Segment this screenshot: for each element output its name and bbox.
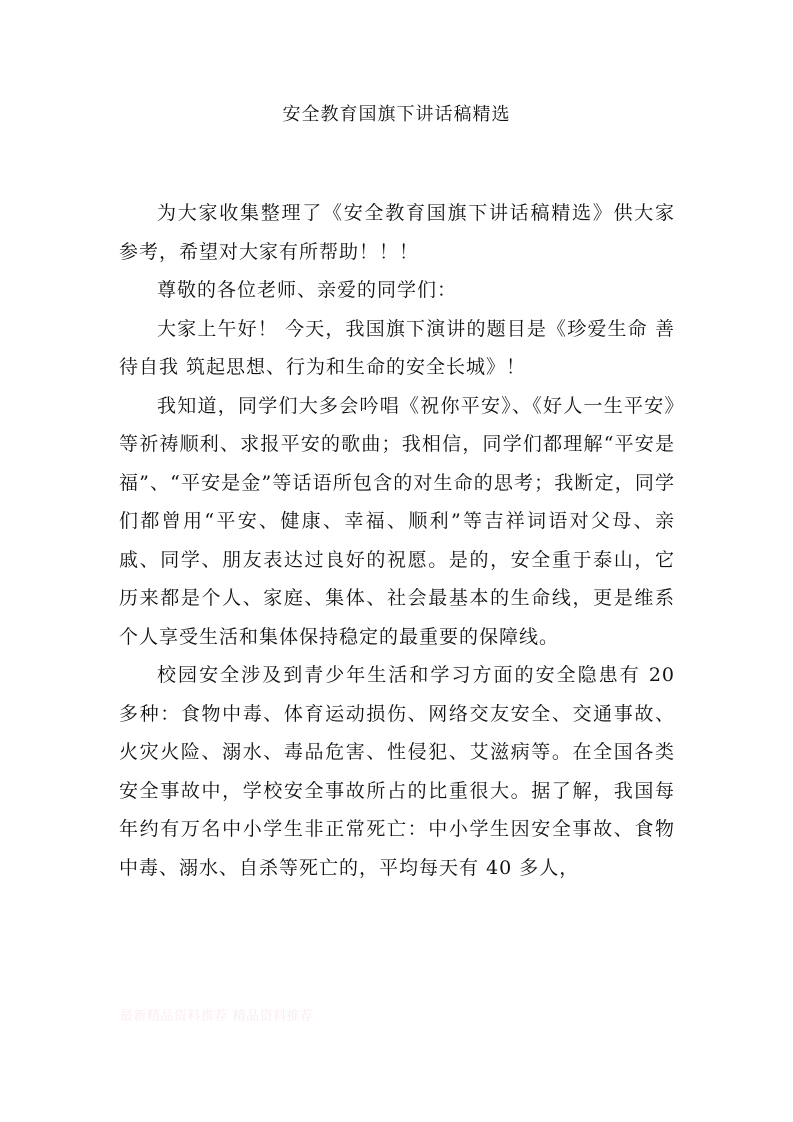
body-paragraph: 我知道，同学们大多会吟唱《祝你平安》、《好人一生平安》等祈祷顺利、求报平安的歌曲；我相信，同学们都理解“平安是福”、“平安是金”等话语所包含的对生命的思考；我断定，同学们都曾用“平安、健康、幸福、顺利”等吉祥词语对父母、亲戚、同学、朋友表达过良好的祝愿。是的，安全重于泰山，它历来都是个人、家庭、集体、社会最基本的生命线，更是维系个人享受生活和集体保持稳定的最重要的保障线。 <box>119 394 675 648</box>
salutation-paragraph: 尊敬的各位老师、亲爱的同学们： <box>157 279 458 301</box>
document-body <box>119 194 675 887</box>
intro-paragraph: 为大家收集整理了《安全教育国旗下讲话稿精选》供大家参考，希望对大家有所帮助！！！ <box>119 202 675 263</box>
body-paragraph: 校园安全涉及到青少年生活和学习方面的安全隐患有 20 多种：食物中毒、体育运动损伤、网络交友安全、交通事故、火灾火险、溺水、毒品危害、性侵犯、艾滋病等。在全国各类安全事故中，学校安全事故所占的比重很大。据了解，我国每年约有万名中小学生非正常死亡：中小学生因安全事故、食物中毒、溺水、自杀等死亡的，平均每天有 40 多人， <box>119 664 675 879</box>
faint-watermark: 最新精品资料推荐 精品资料推荐 <box>120 1009 314 1024</box>
greeting-paragraph: 大家上午好！ 今天，我国旗下演讲的题目是《珍爱生命 善待自我 筑起思想、行为和生命的安全长城》！ <box>119 317 675 378</box>
document-title: 安全教育国旗下讲话稿精选 <box>282 104 511 125</box>
